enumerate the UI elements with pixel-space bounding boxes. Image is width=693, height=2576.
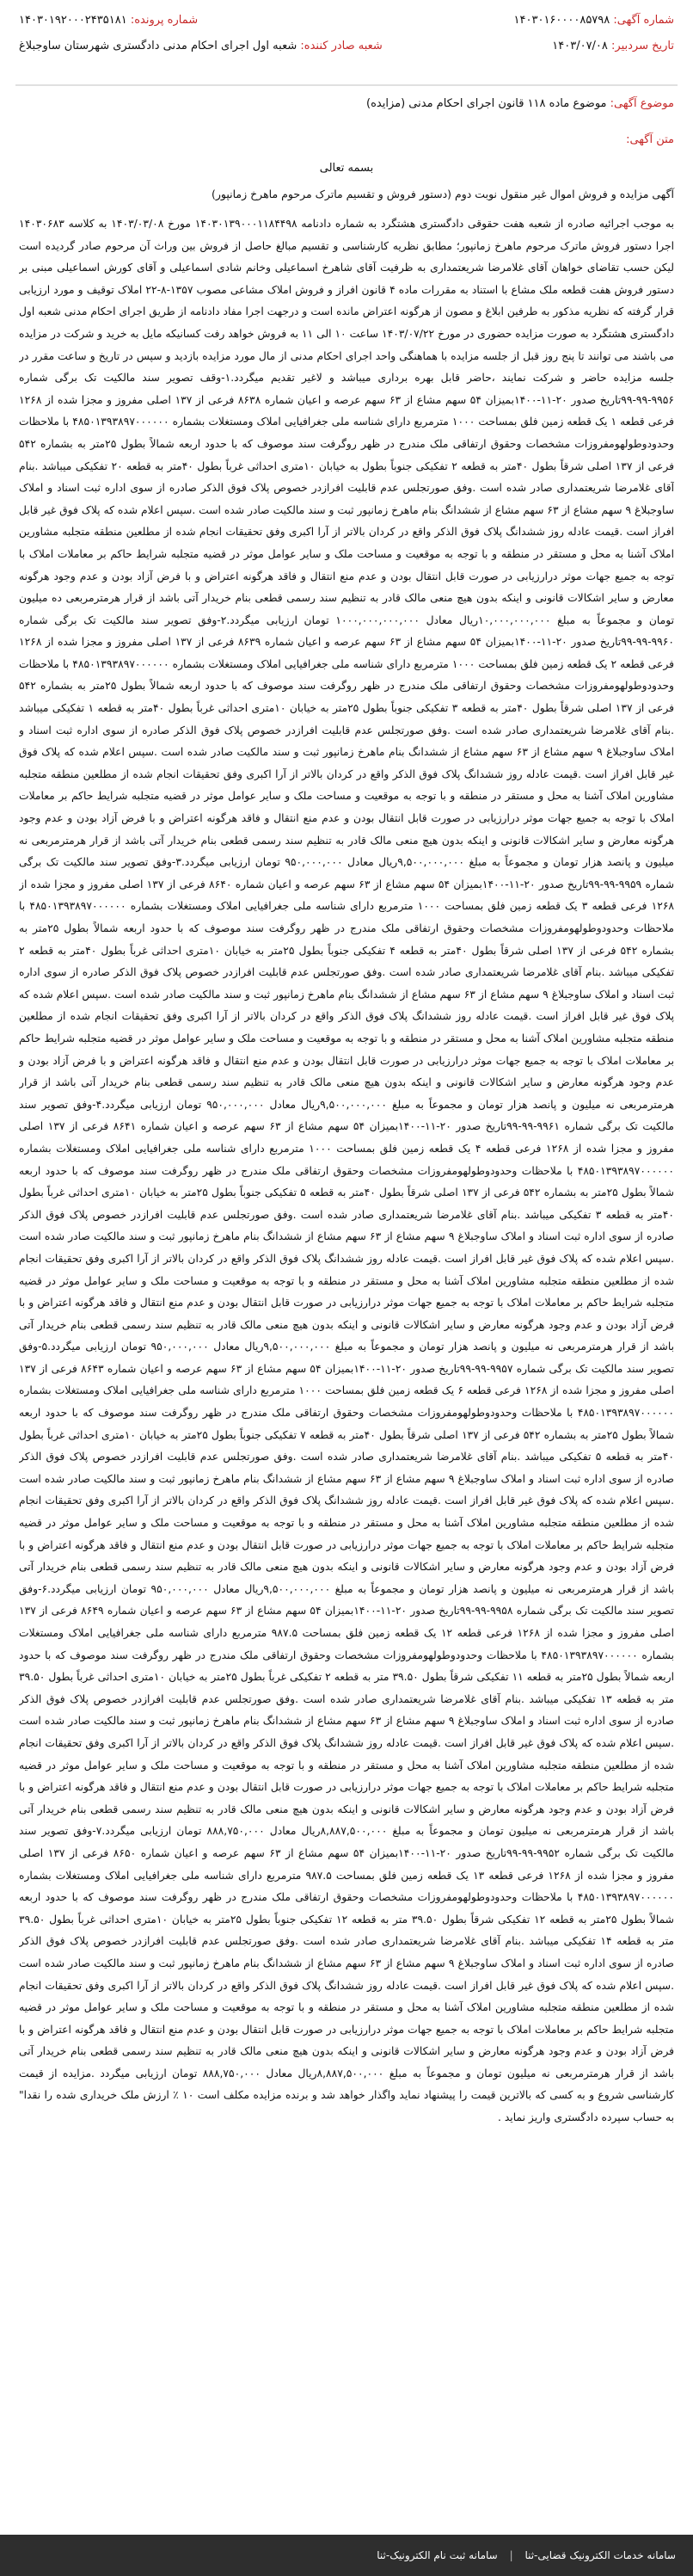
header-row-2 <box>19 34 674 59</box>
notice-text-label: متن آگهی: <box>626 133 674 146</box>
case-number <box>19 9 198 33</box>
footer-link-registration[interactable]: سامانه ثبت نام الکترونیک-ثنا <box>377 2549 498 2561</box>
notice-number <box>514 9 674 33</box>
notice-body: به موجب اجرائیه صادره از شعبه هفت حقوقی دادگستری هشتگرد به شماره دادنامه ۱۴۰۳۰۱۳۹۰۰۰۱۱۸۴۴۹۸ مورخ ۱۴۰۳/۰۳/۰۸ به کلاسه ۱۴۰۳۰۶۸۳ اجرا دستور فروش ماترک مرحوم ماهرخ زمانپور؛ مطابق نظریه کارشناسی و تقسیم مبالغ حاصل از فروش بین وراث آن مرحوم صادر گردیده است لیکن حسب تقاضای خواهان آقای غلامرضا شریعتمداری به ظرفیت آقای شاهرخ اسماعیلی وخانم شادی اسماعیلی و آقای کورش اسماعیلی مبنی بر دستور فروش هفت قطعه ملک مشاع با استناد به مقررات ماده ۴ قانون افراز و فروش املاک مشاعی مصوب ۱۳۵۷-۸-۲۲ املاک توقیف و مورد ارزیابی قرار گرفته که نظریه مذکور به طرفین ابلاغ و مصون از هرگونه اعتراض مانده است و درجهت اجرا مفاد دادنامه از طریق اجرای احکام مدنی شعبه اول دادگستری هشتگرد به صورت مزایده حضوری در مورخ ۱۴۰۳/۰۷/۲۲ ساعت ۱۰ الی ۱۱ به فروش خواهد رفت کسانیکه مایل به خرید و شرکت در مزایده می باشند می توانند تا پنج روز قبل از جلسه مزایده با هماهنگی واحد اجرای احکام مدنی از مال مورد مزایده بازدید و سپس در تاریخ و ساعت مقرر در جلسه مزایده حاضر و شرکت نمایند ،حاضر قابل بهره برداری میباشد و لاغیر تقدیم میگردد.۱-وقف تصویر سند مالکیت تک برگی شماره ۹۹۵۶-۹۹-۹۹تاریخ صدور ۲۰-۱۱-۱۴۰۰بمیزان ۵۴ سهم مشاع از ۶۳ سهم عرصه و اعیان شماره ۸۶۳۸ فرعی از ۱۳۷ اصلی مفروز و مجزا شده از ۱۲۶۸ فرعی قطعه ۱ یک قطعه زمین فلق بمساحت ۱۰۰۰ مترمربع دارای شناسه ملی جغرافیایی املاک ومستغلات بشماره ۴۸۵۰۱۳۹۳۸۹۷۰۰۰۰۰۰ با ملاحظات وحدودوطولهومفروزات مشخصات وحقوق ارتفاقی ملک مندرج در ظهر روگرفت سند موصوف که با حدود اربعه شمالاً بطول ۲۵متر به بشماره ۵۴۲ فرعی از ۱۳۷ اصلی شرقاً بطول ۴۰متر به قطعه ۲ تفکیکی جنوباً بطول به خیابان ۱۰متری احداثی غرباً بطول ۴۰متر به قطعه ۲۰ تفکیکی میباشد .بنام آقای غلامرضا شریعتمداری صادر شده است .وفق صورتجلس عدم قابلیت افرازدر خصوص پلاک فوق الذکر صادره از سوی اداره ثبت اسناد و املاک ساوجبلاغ ۹ سهم مشاع از ۶۳ سهم مشاع از ششدانگ بنام ماهرخ زمانپور ثبت و سند مالکیت صادر شده است .سپس اعلام شده که پلاک فوق غیر قابل افراز است .قیمت عادله روز ششدانگ پلاک فوق الذکر واقع در کردان بالاتر از آرا اکبری وفق تحقیقات انجام شده از مطلعین منطقه متجلبه مشاورین املاک آشنا به محل و مستقر در منطقه و با توجه به موقعیت و مساحت ملک و سایر عوامل موثر در قضیه متجلبه شرایط حاکم بر معاملات املاک با توجه به جمیع جهات موثر درارزیابی در صورت قابل انتقال بودن و عدم منع انتقال و فاقد هرگونه اعتراض و با فرض آزاد بودن و عدم وجود هرگونه معارض و سایر اشکالات قانونی و اینکه بدون هیچ منعی مالک قادر به تنظیم سند رسمی قطعی بنام خریدار آتی باشد از قرار هرمترمربعی ده میلیون تومان و مجموعاً به مبلغ ۱۰,۰۰۰,۰۰۰,۰۰۰ریال معادل ۱۰۰۰,۰۰۰,۰۰۰,۰۰۰ تومان ارزیابی میگردد.۲-وفق تصویر سند مالکیت تک برگی شماره ۹۹۶۰-۹۹-۹۹تاریخ صدور ۲۰-۱۱-۱۴۰۰بمیزان ۵۴ سهم مشاع از ۶۳ سهم عرصه و اعیان شماره ۸۶۳۹ فرعی از ۱۳۷ اصلی مفروز و مجزا شده از ۱۲۶۸ فرعی قطعه ۲ یک قطعه زمین فلق بمساحت ۱۰۰۰ مترمربع دارای شناسه ملی جغرافیایی املاک ومستغلات بشماره ۴۸۵۰۱۳۹۳۸۹۷۰۰۰۰۰۰ با ملاحظات وحدودوطولهومفروزات مشخصات وحقوق ارتفاقی ملک مندرج در ظهر روگرفت سند موصوف که با حدود اربعه شمالاً بطول ۲۵متر به بشماره ۵۴۲ فرعی از ۱۳۷ اصلی شرقاً بطول ۴۰متر به قطعه ۳ تفکیکی جنوباً بطول ۲۵متر به خیابان ۱۰متری احداثی غرباً بطول ۴۰متر به قطعه ۱ تفکیکی میباشد .بنام آقای غلامرضا شریعتمداری صادر شده است .وفق صورتجلس عدم قابلیت افرازدر خصوص پلاک فوق الذکر صادره از سوی اداره ثبت اسناد و املاک ساوجبلاغ ۹ سهم مشاع از ۶۳ سهم مشاع از ششدانگ بنام ماهرخ زمانپور ثبت و سند مالکیت صادر شده است .سپس اعلام شده که پلاک فوق غیر قابل افراز است .قیمت عادله روز ششدانگ پلاک فوق الذکر واقع در کردان بالاتر از آرا اکبری وفق تحقیقات انجام شده از مطلعین منطقه متجلبه مشاورین املاک آشنا به محل و مستقر در منطقه و با توجه به موقعیت و مساحت ملک و سایر عوامل موثر در قضیه متجلبه شرایط حاکم بر معاملات املاک با توجه به جمیع جهات موثر درارزیابی در صورت قابل انتقال بودن و عدم منع انتقال و فاقد هرگونه اعتراض و با فرض آزاد بودن و عدم وجود هرگونه معارض و سایر اشکالات قانونی و اینکه بدون هیچ منعی مالک قادر به تنظیم سند رسمی قطعی بنام خریدار آتی باشد از قرار هرمترمربعی نه میلیون و پانصد هزار تومان و مجموعاً به مبلغ ۹,۵۰۰,۰۰۰,۰۰۰ریال معادل ۹۵۰,۰۰۰,۰۰۰ تومان ارزیابی میگردد.۳-وفق تصویر سند مالکیت تک برگی شماره ۹۹۵۹-۹۹-۹۹تاریخ صدور ۲۰-۱۱-۱۴۰۰بمیزان ۵۴ سهم مشاع از ۶۳ سهم عرصه و اعیان شماره ۸۶۴۰ فرعی از ۱۳۷ اصلی مفروز و مجزا شده از ۱۲۶۸ فرعی قطعه ۳ یک قطعه زمین فلق بمساحت ۱۰۰۰ مترمربع دارای شناسه ملی جغرافیایی املاک ومستغلات بشماره ۴۸۵۰۱۳۹۳۸۹۷۰۰۰۰۰۰ با ملاحظات وحدودوطولهومفروزات مشخصات وحقوق ارتفاقی ملک مندرج در ظهر روگرفت سند موصوف که با حدود اربعه شمالاً بطول ۲۵متر به بشماره ۵۴۲ فرعی از ۱۳۷ اصلی شرقاً بطول ۴۰متر به قطعه ۴ تفکیکی جنوباً بطول ۲۵متر به خیابان ۱۰متری احداثی غرباً بطول ۴۰متر به قطعه ۲ تفکیکی میباشد .بنام آقای غلامرضا شریعتمداری صادر شده است .وفق صورتجلس عدم قابلیت افرازدر خصوص پلاک فوق الذکر صادره از سوی اداره ثبت اسناد و املاک ساوجبلاغ ۹ سهم مشاع از ۶۳ سهم مشاع از ششدانگ بنام ماهرخ زمانپور ثبت و سند مالکیت صادر شده است .سپس اعلام شده که پلاک فوق غیر قابل افراز است .قیمت عادله روز ششدانگ پلاک فوق الذکر واقع در کردان بالاتر از آرا اکبری وفق تحقیقات انجام شده از مطلعین منطقه متجلبه مشاورین املاک آشنا به محل و مستقر در منطقه و با توجه به موقعیت و مساحت ملک و سایر عوامل موثر در قضیه متجلبه شرایط حاکم بر معاملات املاک با توجه به جمیع جهات موثر درارزیابی در صورت قابل انتقال بودن و عدم منع انتقال و فاقد هرگونه اعتراض و با فرض آزاد بودن و عدم وجود هرگونه معارض و سایر اشکالات قانونی و اینکه بدون هیچ منعی مالک قادر به تنظیم سند رسمی قطعی بنام خریدار آتی باشد از قرار هرمترمربعی نه میلیون و پانصد هزار تومان و مجموعاً به مبلغ ۹,۵۰۰,۰۰۰,۰۰۰ریال معادل ۹۵۰,۰۰۰,۰۰۰ تومان ارزیابی میگردد.۴-وفق تصویر سند مالکیت تک برگی شماره ۹۹۶۱-۹۹-۹۹تاریخ صدور ۲۰-۱۱-۱۴۰۰بمیزان ۵۴ سهم مشاع از ۶۳ سهم عرصه و اعیان شماره ۸۶۴۱ فرعی از ۱۳۷ اصلی مفروز و مجزا شده از ۱۲۶۸ فرعی قطعه ۴ یک قطعه زمین فلق بمساحت ۱۰۰۰ مترمربع دارای شناسه ملی جغرافیایی املاک ومستغلات بشماره ۴۸۵۰۱۳۹۳۸۹۷۰۰۰۰۰۰ با ملاحظات وحدودوطولهومفروزات مشخصات وحقوق ارتفاقی ملک مندرج در ظهر روگرفت سند موصوف که با حدود اربعه شمالاً بطول ۲۵متر به بشماره ۵۴۲ فرعی از ۱۳۷ اصلی شرقاً بطول ۴۰متر به قطعه ۵ تفکیکی جنوباً بطول ۲۵متر به خیابان ۱۰متری احداثی غرباً بطول ۴۰متر به قطعه ۳ تفکیکی میباشد .بنام آقای غلامرضا شریعتمداری صادر شده است .وفق صورتجلس عدم قابلیت افرازدر خصوص پلاک فوق الذکر صادره از سوی اداره ثبت اسناد و املاک ساوجبلاغ ۹ سهم مشاع از ۶۳ سهم مشاع از ششدانگ بنام ماهرخ زمانپور ثبت و سند مالکیت صادر شده است .سپس اعلام شده که پلاک فوق غیر قابل افراز است .قیمت عادله روز ششدانگ پلاک فوق الذکر واقع در کردان بالاتر از آرا اکبری وفق تحقیقات انجام شده از مطلعین منطقه متجلبه مشاورین املاک آشنا به محل و مستقر در منطقه و با توجه به موقعیت و مساحت ملک و سایر عوامل موثر در قضیه متجلبه شرایط حاکم بر معاملات املاک با توجه به جمیع جهات موثر درارزیابی در صورت قابل انتقال بودن و عدم منع انتقال و فاقد هرگونه اعتراض و با فرض آزاد بودن و عدم وجود هرگونه معارض و سایر اشکالات قانونی و اینکه بدون هیچ منعی مالک قادر به تنظیم سند رسمی قطعی بنام خریدار آتی باشد از قرار هرمترمربعی نه میلیون و پانصد هزار تومان و مجموعاً به مبلغ ۹,۵۰۰,۰۰۰,۰۰۰ریال معادل ۹۵۰,۰۰۰,۰۰۰ تومان ارزیابی میگردد.۵-وفق تصویر سند مالکیت تک برگی شماره ۹۹۵۷-۹۹-۹۹تاریخ صدور ۲۰-۱۱-۱۴۰۰بمیزان ۵۴ سهم مشاع از ۶۳ سهم عرصه و اعیان شماره ۸۶۴۳ فرعی از ۱۳۷ اصلی مفروز و مجزا شده از ۱۲۶۸ فرعی قطعه ۶ یک قطعه زمین فلق بمساحت ۱۰۰۰ مترمربع دارای شناسه ملی جغرافیایی املاک ومستغلات بشماره ۴۸۵۰۱۳۹۳۸۹۷۰۰۰۰۰۰ با ملاحظات وحدودوطولهومفروزات مشخصات وحقوق ارتفاقی ملک مندرج در ظهر روگرفت سند موصوف که با حدود اربعه شمالاً بطول ۲۵متر به بشماره ۵۴۲ فرعی از ۱۳۷ اصلی شرقاً بطول ۴۰متر به قطعه ۷ تفکیکی جنوباً بطول ۲۵متر به خیابان ۱۰متری احداثی غرباً بطول ۴۰متر به قطعه ۵ تفکیکی میباشد .بنام آقای غلامرضا شریعتمداری صادر شده است .وفق صورتجلس عدم قابلیت افرازدر خصوص پلاک فوق الذکر صادره از سوی اداره ثبت اسناد و املاک ساوجبلاغ ۹ سهم مشاع از ۶۳ سهم مشاع از ششدانگ بنام ماهرخ زمانپور ثبت و سند مالکیت صادر شده است .سپس اعلام شده که پلاک فوق غیر قابل افراز است .قیمت عادله روز ششدانگ پلاک فوق الذکر واقع در کردان بالاتر از آرا اکبری وفق تحقیقات انجام شده از مطلعین منطقه متجلبه مشاورین املاک آشنا به محل و مستقر در منطقه و با توجه به موقعیت و مساحت ملک و سایر عوامل موثر در قضیه متجلبه شرایط حاکم بر معاملات املاک با توجه به جمیع جهات موثر درارزیابی در صورت قابل انتقال بودن و عدم منع انتقال و فاقد هرگونه اعتراض و با فرض آزاد بودن و عدم وجود هرگونه معارض و سایر اشکالات قانونی و اینکه بدون هیچ منعی مالک قادر به تنظیم سند رسمی قطعی بنام خریدار آتی باشد از قرار هرمترمربعی نه میلیون و پانصد هزار تومان و مجموعاً به مبلغ ۹,۵۰۰,۰۰۰,۰۰۰ریال معادل ۹۵۰,۰۰۰,۰۰۰ تومان ارزیابی میگردد.۶-وفق تصویر سند مالکیت تک برگی شماره ۹۹۵۸-۹۹-۹۹تاریخ صدور ۲۰-۱۱-۱۴۰۰بمیزان ۵۴ سهم مشاع از ۶۳ سهم عرصه و اعیان شماره ۸۶۴۹ فرعی از ۱۳۷ اصلی مفروز و مجزا شده از ۱۲۶۸ فرعی قطعه ۱۲ یک قطعه زمین فلق بمساحت ۹۸۷.۵ مترمربع دارای شناسه ملی جغرافیایی املاک ومستغلات بشماره ۴۸۵۰۱۳۹۳۸۹۷۰۰۰۰۰۰ با ملاحظات وحدودوطولهومفروزات مشخصات وحقوق ارتفاقی ملک مندرج در ظهر روگرفت سند موصوف که با حدود اربعه شمالاً بطول ۲۵متر به قطعه ۱۱ تفکیکی شرقاً بطول ۳۹.۵۰ متر به قطعه ۲ تفکیکی غرباً بطول ۲۵متر به خیابان ۱۰متری احداثی غرباً بطول ۳۹.۵۰ متر به قطعه ۱۳ تفکیکی میباشد .بنام آقای غلامرضا شریعتمداری صادر شده است .وفق صورتجلس عدم قابلیت افرازدر خصوص پلاک فوق الذکر صادره از سوی اداره ثبت اسناد و املاک ساوجبلاغ ۹ سهم مشاع از ۶۳ سهم مشاع از ششدانگ بنام ماهرخ زمانپور ثبت و سند مالکیت صادر شده است .سپس اعلام شده که پلاک فوق غیر قابل افراز است .قیمت عادله روز ششدانگ پلاک فوق الذکر واقع در کردان بالاتر از آرا اکبری وفق تحقیقات انجام شده از مطلعین منطقه متجلبه مشاورین املاک آشنا به محل و مستقر در منطقه و با توجه به موقعیت و مساحت ملک و سایر عوامل موثر در قضیه متجلبه شرایط حاکم بر معاملات املاک با توجه به جمیع جهات موثر درارزیابی در صورت قابل انتقال بودن و عدم منع انتقال و فاقد هرگونه اعتراض و با فرض آزاد بودن و عدم وجود هرگونه معارض و سایر اشکالات قانونی و اینکه بدون هیچ منعی مالک قادر به تنظیم سند رسمی قطعی بنام خریدار آتی باشد از قرار هرمترمربعی نه میلیون تومان و مجموعاً به مبلغ ۸,۸۸۷,۵۰۰,۰۰۰ریال معادل ۸۸۸,۷۵۰,۰۰۰ تومان ارزیابی میگردد.۷-وفق تصویر سند مالکیت تک برگی شماره ۹۹۵۲-۹۹-۹۹تاریخ صدور ۲۰-۱۱-۱۴۰۰بمیزان ۵۴ سهم مشاع از ۶۳ سهم عرصه و اعیان شماره ۸۶۵۰ فرعی از ۱۳۷ اصلی مفروز و مجزا شده از ۱۲۶۸ فرعی قطعه ۱۳ یک قطعه زمین فلق بمساحت ۹۸۷.۵ مترمربع دارای شناسه ملی جغرافیایی املاک ومستغلات بشماره ۴۸۵۰۱۳۹۳۸۹۷۰۰۰۰۰۰ با ملاحظات وحدودوطولهومفروزات مشخصات وحقوق ارتفاقی ملک مندرج در ظهر روگرفت سند موصوف که با حدود اربعه شمالاً بطول ۲۵متر به قطعه ۱۲ تفکیکی شرقاً بطول ۳۹.۵۰ متر به قطعه ۱۲ تفکیکی جنوباً بطول ۲۵متر به خیابان ۱۰متری احداثی غرباً بطول ۳۹.۵۰ متر به قطعه ۱۴ تفکیکی میباشد .بنام آقای غلامرضا شریعتمداری صادر شده است .وفق صورتجلس عدم قابلیت افرازدر خصوص پلاک فوق الذکر صادره از سوی اداره ثبت اسناد و املاک ساوجبلاغ ۹ سهم مشاع از ۶۳ سهم مشاع از ششدانگ بنام ماهرخ زمانپور ثبت و سند مالکیت صادر شده است .سپس اعلام شده که پلاک فوق غیر قابل افراز است .قیمت عادله روز ششدانگ پلاک فوق الذکر واقع در کردان بالاتر از آرا اکبری وفق تحقیقات انجام شده از مطلعین منطقه متجلبه مشاورین املاک آشنا به محل و مستقر در منطقه و با توجه به موقعیت و مساحت ملک و سایر عوامل موثر در قضیه متجلبه شرایط حاکم بر معاملات املاک با توجه به جمیع جهات موثر درارزیابی در صورت قابل انتقال بودن و عدم منع انتقال و فاقد هرگونه اعتراض و با فرض آزاد بودن و عدم وجود هرگونه معارض و سایر اشکالات قانونی و اینکه بدون هیچ منعی مالک قادر به تنظیم سند رسمی قطعی بنام خریدار آتی باشد از قرار هرمترمربعی نه میلیون تومان و مجموعاً به مبلغ ۸,۸۸۷,۵۰۰,۰۰۰ریال معادل ۸۸۸,۷۵۰,۰۰۰ تومان ارزیابی میگردد .مزایده از قیمت کارشناسی شروع و به کسی که بالاترین قیمت را پیشنهاد نماید واگذار خواهد شد و برنده مزایده مکلف است ۱۰ ٪ ارزش ملک خریداری شده را نقدا" به حساب سپرده دادگستری واریز نماید . <box>19 218 674 2124</box>
header-row-1 <box>19 9 674 33</box>
footer-separator: | <box>509 2549 513 2561</box>
issuing-branch <box>19 34 383 59</box>
notice-date <box>552 34 674 59</box>
notice-subject <box>19 93 674 115</box>
basmala: بسمه تعالی <box>319 162 374 175</box>
footer-bar <box>0 2535 693 2576</box>
case-number-value: ۱۴۰۳۰۱۹۲۰۰۰۲۴۳۵۱۸۱ <box>19 14 127 27</box>
header-divider <box>15 84 678 86</box>
notice-number-value: ۱۴۰۳۰۱۶۰۰۰۰۸۵۷۹۸ <box>513 14 610 27</box>
notice-subject-label: موضوع آگهی: <box>610 97 674 110</box>
case-number-label: شماره پرونده: <box>130 14 199 27</box>
notice-number-label: شماره آگهی: <box>613 14 674 27</box>
issuing-branch-label: شعبه صادر کننده: <box>300 40 383 52</box>
notice-date-value: ۱۴۰۳/۰۷/۰۸ <box>552 40 608 52</box>
footer-links <box>377 2535 676 2576</box>
notice-subject-value: موضوع ماده ۱۱۸ قانون اجرای احکام مدنی (مزایده) <box>366 97 607 110</box>
notice-title: آگهی مزایده و فروش اموال غیر منقول نوبت دوم (دستور فروش و تقسیم ماترک مرحوم ماهرخ زمانپور) <box>211 188 674 200</box>
notice-date-label: تاریخ سردبیر: <box>611 40 674 52</box>
issuing-branch-value: شعبه اول اجرای احکام مدنی دادگستری شهرستان ساوجبلاغ <box>19 40 297 52</box>
footer-link-sana[interactable]: سامانه خدمات الکترونیک قضایی-ثنا <box>524 2549 676 2561</box>
